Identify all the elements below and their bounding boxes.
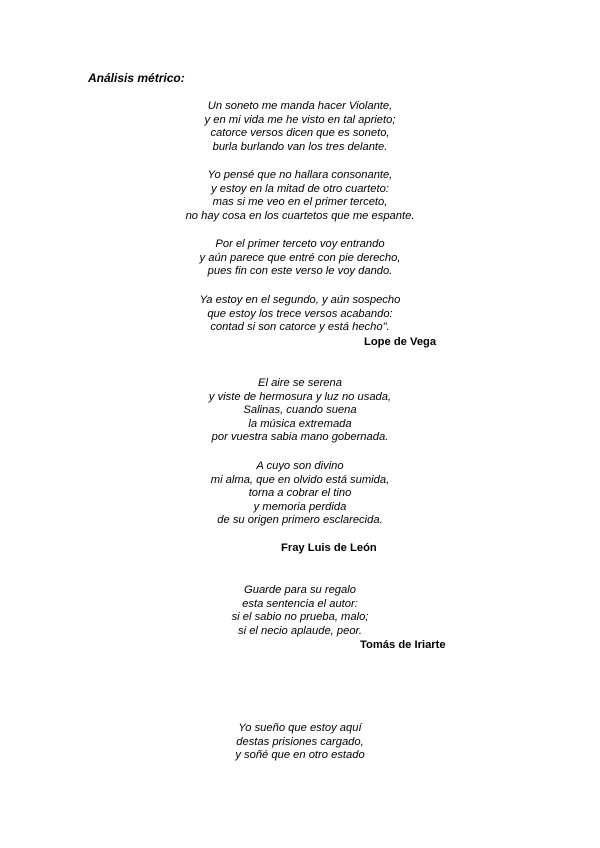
stanza xyxy=(150,584,450,638)
poem-author: Tomás de Iriarte xyxy=(360,639,446,651)
verse-line: Guarde para su regalo xyxy=(244,584,356,596)
stanza xyxy=(150,722,450,763)
stanza xyxy=(150,460,450,528)
verse-line: Por el primer terceto voy entrando xyxy=(215,238,385,250)
stanza xyxy=(150,238,450,279)
verse-line: mas si me veo en el primer terceto, xyxy=(212,196,388,209)
verse-line: y en mi vida me he visto en tal aprieto; xyxy=(204,113,396,126)
verse-line: El aire se serena xyxy=(258,377,342,389)
verse-line: pues fin con este verso le voy dando. xyxy=(207,265,393,278)
stanza xyxy=(150,294,450,335)
poem-author: Fray Luis de León xyxy=(281,542,377,554)
verse-line: mi alma, que en olvido está sumida, xyxy=(210,473,390,486)
verse-line: Ya estoy en el segundo, y aún sospecho xyxy=(199,294,401,306)
verse-line: y aún parece que entré con pie derecho, xyxy=(199,251,401,264)
verse-line: torna a cobrar el tino xyxy=(248,487,352,500)
stanza xyxy=(150,169,450,223)
verse-line: A cuyo son divino xyxy=(256,460,344,472)
verse-line: contad si son catorce y está hecho". xyxy=(210,321,390,334)
stanza xyxy=(150,377,450,445)
verse-line: la música extremada xyxy=(248,417,352,430)
verse-line: Salinas, cuando suena xyxy=(243,404,357,417)
verse-line: si el sabio no prueba, malo; xyxy=(231,611,369,624)
poem-author: Lope de Vega xyxy=(364,336,437,348)
verse-line: y soñé que en otro estado xyxy=(235,749,365,762)
stanza xyxy=(150,100,450,154)
verse-line: no hay cosa en los cuartetos que me espante. xyxy=(185,209,415,222)
verse-line: burla burlando van los tres delante. xyxy=(212,140,388,153)
verse-line: destas prisiones cargado, xyxy=(236,735,364,748)
verse-line: y estoy en la mitad de otro cuarteto: xyxy=(211,182,389,195)
section-heading: Análisis métrico: xyxy=(88,71,185,85)
verse-line: por vuestra sabia mano gobernada. xyxy=(211,431,389,444)
verse-line: catorce versos dicen que es soneto, xyxy=(210,127,390,140)
verse-line: Un soneto me manda hacer Violante, xyxy=(207,100,393,112)
verse-line: Yo sueño que estoy aquí xyxy=(238,722,362,734)
verse-line: de su origen primero esclarecida. xyxy=(217,514,383,527)
verse-line: Yo pensé que no hallara consonante, xyxy=(207,169,393,181)
verse-line: esta sentencia el autor: xyxy=(242,597,358,610)
verse-line: si el necio aplaude, peor. xyxy=(238,624,362,637)
verse-line: y viste de hermosura y luz no usada, xyxy=(208,390,392,403)
verse-line: y memoria perdida xyxy=(253,500,347,513)
verse-line: que estoy los trece versos acabando: xyxy=(207,307,393,320)
